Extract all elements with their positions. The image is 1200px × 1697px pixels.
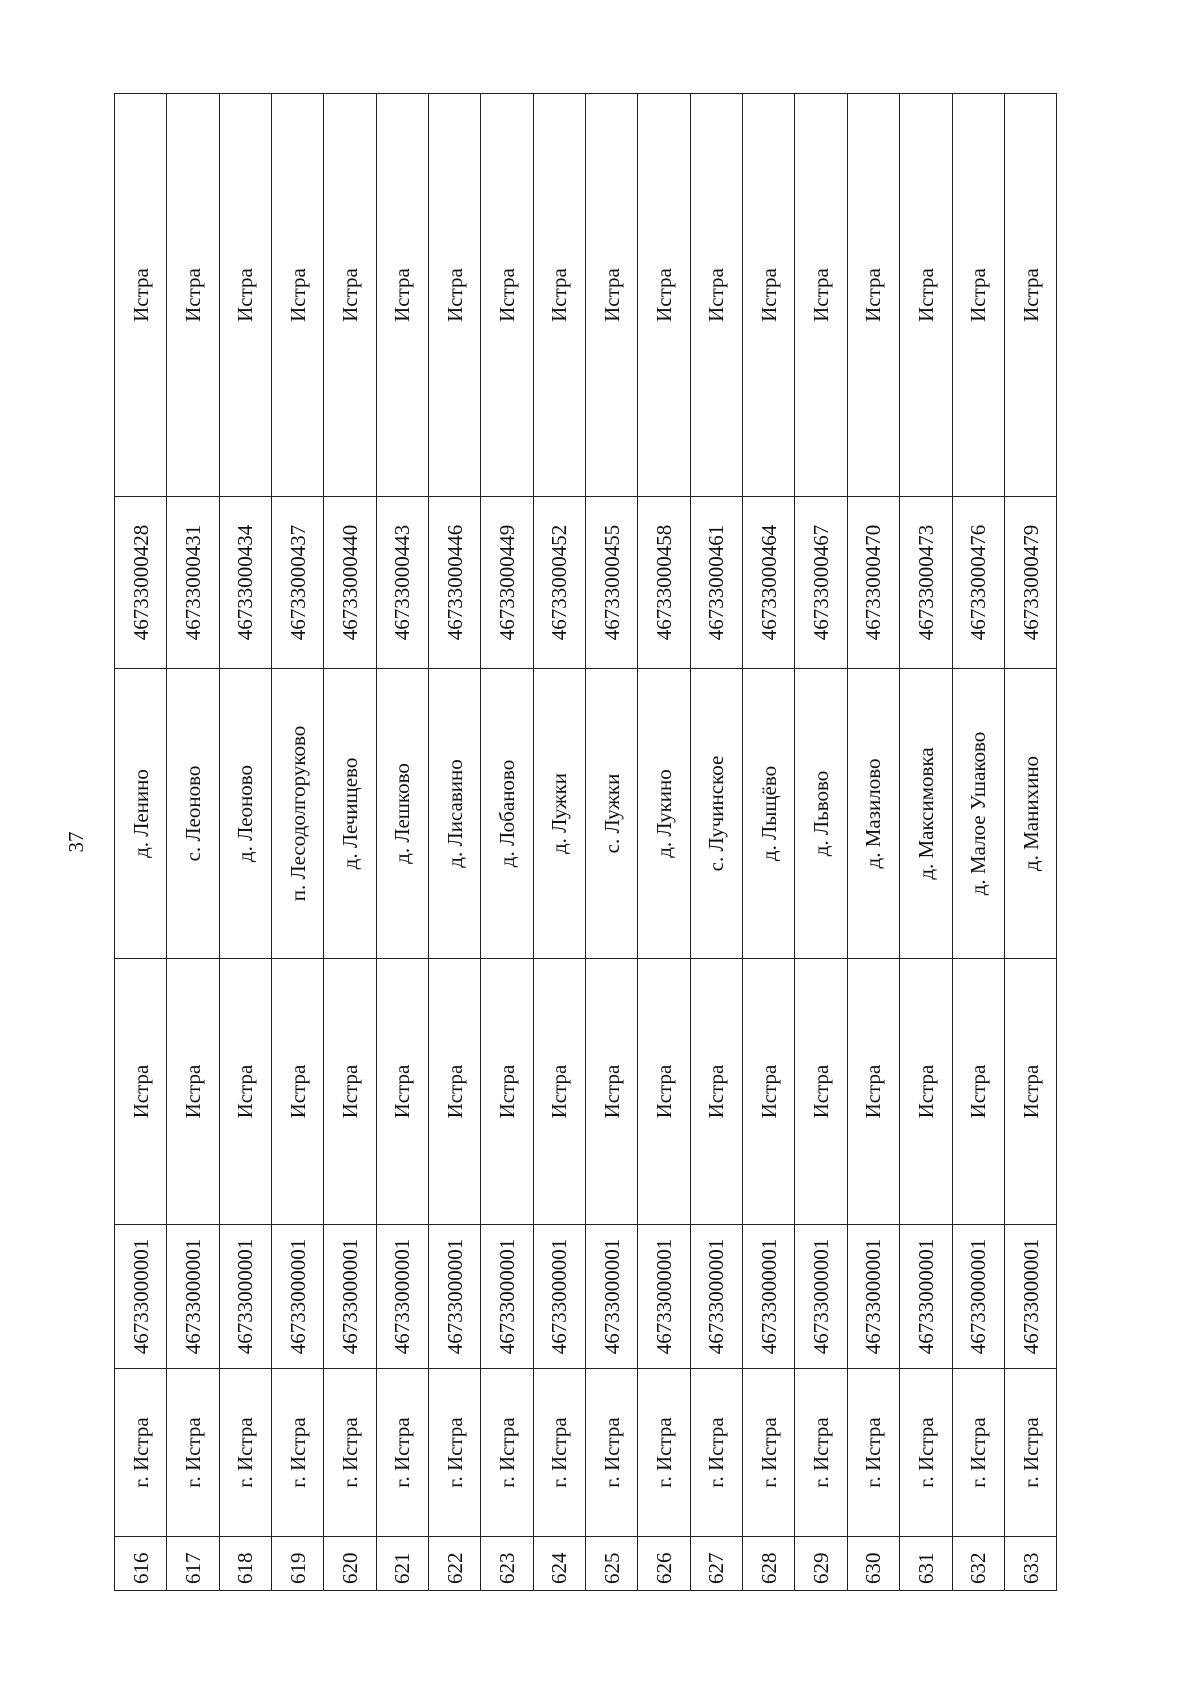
locality-cell: д. Лисавино bbox=[429, 669, 481, 959]
city-cell: г. Истра bbox=[481, 1369, 533, 1537]
row-number-cell: 628 bbox=[743, 1537, 795, 1591]
locality-code-cell: 46733000476 bbox=[952, 497, 1004, 669]
row-number-cell: 620 bbox=[324, 1537, 376, 1591]
municipality-cell: Истра bbox=[586, 959, 638, 1225]
city-code-cell: 46733000001 bbox=[429, 1225, 481, 1369]
row-number-cell: 629 bbox=[795, 1537, 847, 1591]
city-cell: г. Истра bbox=[376, 1369, 428, 1537]
city-cell: г. Истра bbox=[952, 1369, 1004, 1537]
city-cell: г. Истра bbox=[324, 1369, 376, 1537]
table-row bbox=[847, 94, 899, 1591]
city-code-cell: 46733000001 bbox=[586, 1225, 638, 1369]
city-cell: г. Истра bbox=[167, 1369, 219, 1537]
locality-code-cell: 46733000434 bbox=[219, 497, 271, 669]
row-number-cell: 630 bbox=[847, 1537, 899, 1591]
city-code-cell: 46733000001 bbox=[638, 1225, 690, 1369]
settlement-cell: Истра bbox=[115, 94, 167, 497]
locality-cell: д. Максимовка bbox=[900, 669, 952, 959]
locality-code-cell: 46733000458 bbox=[638, 497, 690, 669]
table-row bbox=[481, 94, 533, 1591]
locality-cell: с. Лучинское bbox=[690, 669, 742, 959]
row-number-cell: 623 bbox=[481, 1537, 533, 1591]
city-cell: г. Истра bbox=[847, 1369, 899, 1537]
table-row bbox=[115, 94, 167, 1591]
city-code-cell: 46733000001 bbox=[167, 1225, 219, 1369]
locality-cell: д. Леоново bbox=[219, 669, 271, 959]
city-cell: г. Истра bbox=[638, 1369, 690, 1537]
city-code-cell: 46733000001 bbox=[219, 1225, 271, 1369]
table-row bbox=[167, 94, 219, 1591]
locality-code-cell: 46733000464 bbox=[743, 497, 795, 669]
municipality-cell: Истра bbox=[533, 959, 585, 1225]
city-cell: г. Истра bbox=[900, 1369, 952, 1537]
locality-cell: д. Лечищево bbox=[324, 669, 376, 959]
rotated-table-frame bbox=[114, 94, 1043, 1591]
table-row bbox=[219, 94, 271, 1591]
table-row bbox=[795, 94, 847, 1591]
table-row bbox=[952, 94, 1004, 1591]
city-cell: г. Истра bbox=[115, 1369, 167, 1537]
municipality-cell: Истра bbox=[743, 959, 795, 1225]
locality-code-cell: 46733000470 bbox=[847, 497, 899, 669]
city-cell: г. Истра bbox=[743, 1369, 795, 1537]
row-number-cell: 624 bbox=[533, 1537, 585, 1591]
row-number-cell: 616 bbox=[115, 1537, 167, 1591]
settlement-cell: Истра bbox=[586, 94, 638, 497]
locality-cell: д. Лужки bbox=[533, 669, 585, 959]
locality-cell: д. Манихино bbox=[1004, 669, 1056, 959]
row-number-cell: 626 bbox=[638, 1537, 690, 1591]
municipality-cell: Истра bbox=[481, 959, 533, 1225]
municipality-cell: Истра bbox=[1004, 959, 1056, 1225]
page-number: 37 bbox=[64, 831, 88, 853]
settlement-cell: Истра bbox=[324, 94, 376, 497]
locality-code-cell: 46733000473 bbox=[900, 497, 952, 669]
settlement-cell: Истра bbox=[952, 94, 1004, 497]
city-code-cell: 46733000001 bbox=[900, 1225, 952, 1369]
table-row bbox=[324, 94, 376, 1591]
city-code-cell: 46733000001 bbox=[847, 1225, 899, 1369]
locality-cell: д. Мазилово bbox=[847, 669, 899, 959]
settlement-cell: Истра bbox=[167, 94, 219, 497]
city-cell: г. Истра bbox=[533, 1369, 585, 1537]
municipality-cell: Истра bbox=[167, 959, 219, 1225]
municipality-cell: Истра bbox=[376, 959, 428, 1225]
locality-cell: д. Лыщёво bbox=[743, 669, 795, 959]
settlements-table bbox=[114, 93, 1057, 1591]
municipality-cell: Истра bbox=[952, 959, 1004, 1225]
table-row bbox=[533, 94, 585, 1591]
city-code-cell: 46733000001 bbox=[690, 1225, 742, 1369]
city-cell: г. Истра bbox=[272, 1369, 324, 1537]
row-number-cell: 618 bbox=[219, 1537, 271, 1591]
table-row bbox=[690, 94, 742, 1591]
locality-code-cell: 46733000428 bbox=[115, 497, 167, 669]
city-code-cell: 46733000001 bbox=[743, 1225, 795, 1369]
municipality-cell: Истра bbox=[115, 959, 167, 1225]
locality-code-cell: 46733000479 bbox=[1004, 497, 1056, 669]
municipality-cell: Истра bbox=[324, 959, 376, 1225]
locality-cell: с. Леоново bbox=[167, 669, 219, 959]
locality-code-cell: 46733000449 bbox=[481, 497, 533, 669]
city-code-cell: 46733000001 bbox=[952, 1225, 1004, 1369]
locality-code-cell: 46733000443 bbox=[376, 497, 428, 669]
row-number-cell: 625 bbox=[586, 1537, 638, 1591]
row-number-cell: 633 bbox=[1004, 1537, 1056, 1591]
city-cell: г. Истра bbox=[219, 1369, 271, 1537]
city-code-cell: 46733000001 bbox=[376, 1225, 428, 1369]
city-code-cell: 46733000001 bbox=[795, 1225, 847, 1369]
settlement-cell: Истра bbox=[1004, 94, 1056, 497]
settlement-cell: Истра bbox=[429, 94, 481, 497]
locality-cell: д. Львово bbox=[795, 669, 847, 959]
city-code-cell: 46733000001 bbox=[324, 1225, 376, 1369]
locality-code-cell: 46733000431 bbox=[167, 497, 219, 669]
settlement-cell: Истра bbox=[900, 94, 952, 497]
settlement-cell: Истра bbox=[690, 94, 742, 497]
city-cell: г. Истра bbox=[690, 1369, 742, 1537]
locality-code-cell: 46733000467 bbox=[795, 497, 847, 669]
locality-code-cell: 46733000455 bbox=[586, 497, 638, 669]
row-number-cell: 631 bbox=[900, 1537, 952, 1591]
settlement-cell: Истра bbox=[219, 94, 271, 497]
table-row bbox=[900, 94, 952, 1591]
settlement-cell: Истра bbox=[481, 94, 533, 497]
settlement-cell: Истра bbox=[376, 94, 428, 497]
row-number-cell: 632 bbox=[952, 1537, 1004, 1591]
row-number-cell: 619 bbox=[272, 1537, 324, 1591]
locality-code-cell: 46733000446 bbox=[429, 497, 481, 669]
municipality-cell: Истра bbox=[795, 959, 847, 1225]
locality-code-cell: 46733000440 bbox=[324, 497, 376, 669]
city-code-cell: 46733000001 bbox=[533, 1225, 585, 1369]
table-container bbox=[114, 94, 1043, 1591]
table-row bbox=[638, 94, 690, 1591]
row-number-cell: 622 bbox=[429, 1537, 481, 1591]
locality-code-cell: 46733000437 bbox=[272, 497, 324, 669]
table-row bbox=[376, 94, 428, 1591]
row-number-cell: 617 bbox=[167, 1537, 219, 1591]
locality-cell: д. Лобаново bbox=[481, 669, 533, 959]
city-code-cell: 46733000001 bbox=[481, 1225, 533, 1369]
municipality-cell: Истра bbox=[900, 959, 952, 1225]
municipality-cell: Истра bbox=[638, 959, 690, 1225]
row-number-cell: 627 bbox=[690, 1537, 742, 1591]
settlement-cell: Истра bbox=[795, 94, 847, 497]
city-cell: г. Истра bbox=[1004, 1369, 1056, 1537]
municipality-cell: Истра bbox=[429, 959, 481, 1225]
locality-code-cell: 46733000452 bbox=[533, 497, 585, 669]
table-body bbox=[115, 94, 1057, 1591]
city-code-cell: 46733000001 bbox=[1004, 1225, 1056, 1369]
locality-cell: д. Лукино bbox=[638, 669, 690, 959]
table-row bbox=[1004, 94, 1056, 1591]
table-row bbox=[743, 94, 795, 1591]
row-number-cell: 621 bbox=[376, 1537, 428, 1591]
municipality-cell: Истра bbox=[690, 959, 742, 1225]
municipality-cell: Истра bbox=[847, 959, 899, 1225]
table-row bbox=[429, 94, 481, 1591]
locality-cell: с. Лужки bbox=[586, 669, 638, 959]
table-row bbox=[586, 94, 638, 1591]
municipality-cell: Истра bbox=[219, 959, 271, 1225]
locality-cell: д. Лешково bbox=[376, 669, 428, 959]
settlement-cell: Истра bbox=[743, 94, 795, 497]
table-row bbox=[272, 94, 324, 1591]
settlement-cell: Истра bbox=[638, 94, 690, 497]
city-cell: г. Истра bbox=[586, 1369, 638, 1537]
city-code-cell: 46733000001 bbox=[272, 1225, 324, 1369]
locality-code-cell: 46733000461 bbox=[690, 497, 742, 669]
settlement-cell: Истра bbox=[847, 94, 899, 497]
locality-cell: д. Малое Ушаково bbox=[952, 669, 1004, 959]
settlement-cell: Истра bbox=[533, 94, 585, 497]
city-cell: г. Истра bbox=[795, 1369, 847, 1537]
city-code-cell: 46733000001 bbox=[115, 1225, 167, 1369]
municipality-cell: Истра bbox=[272, 959, 324, 1225]
city-cell: г. Истра bbox=[429, 1369, 481, 1537]
locality-cell: д. Ленино bbox=[115, 669, 167, 959]
locality-cell: п. Лесодолгоруково bbox=[272, 669, 324, 959]
settlement-cell: Истра bbox=[272, 94, 324, 497]
